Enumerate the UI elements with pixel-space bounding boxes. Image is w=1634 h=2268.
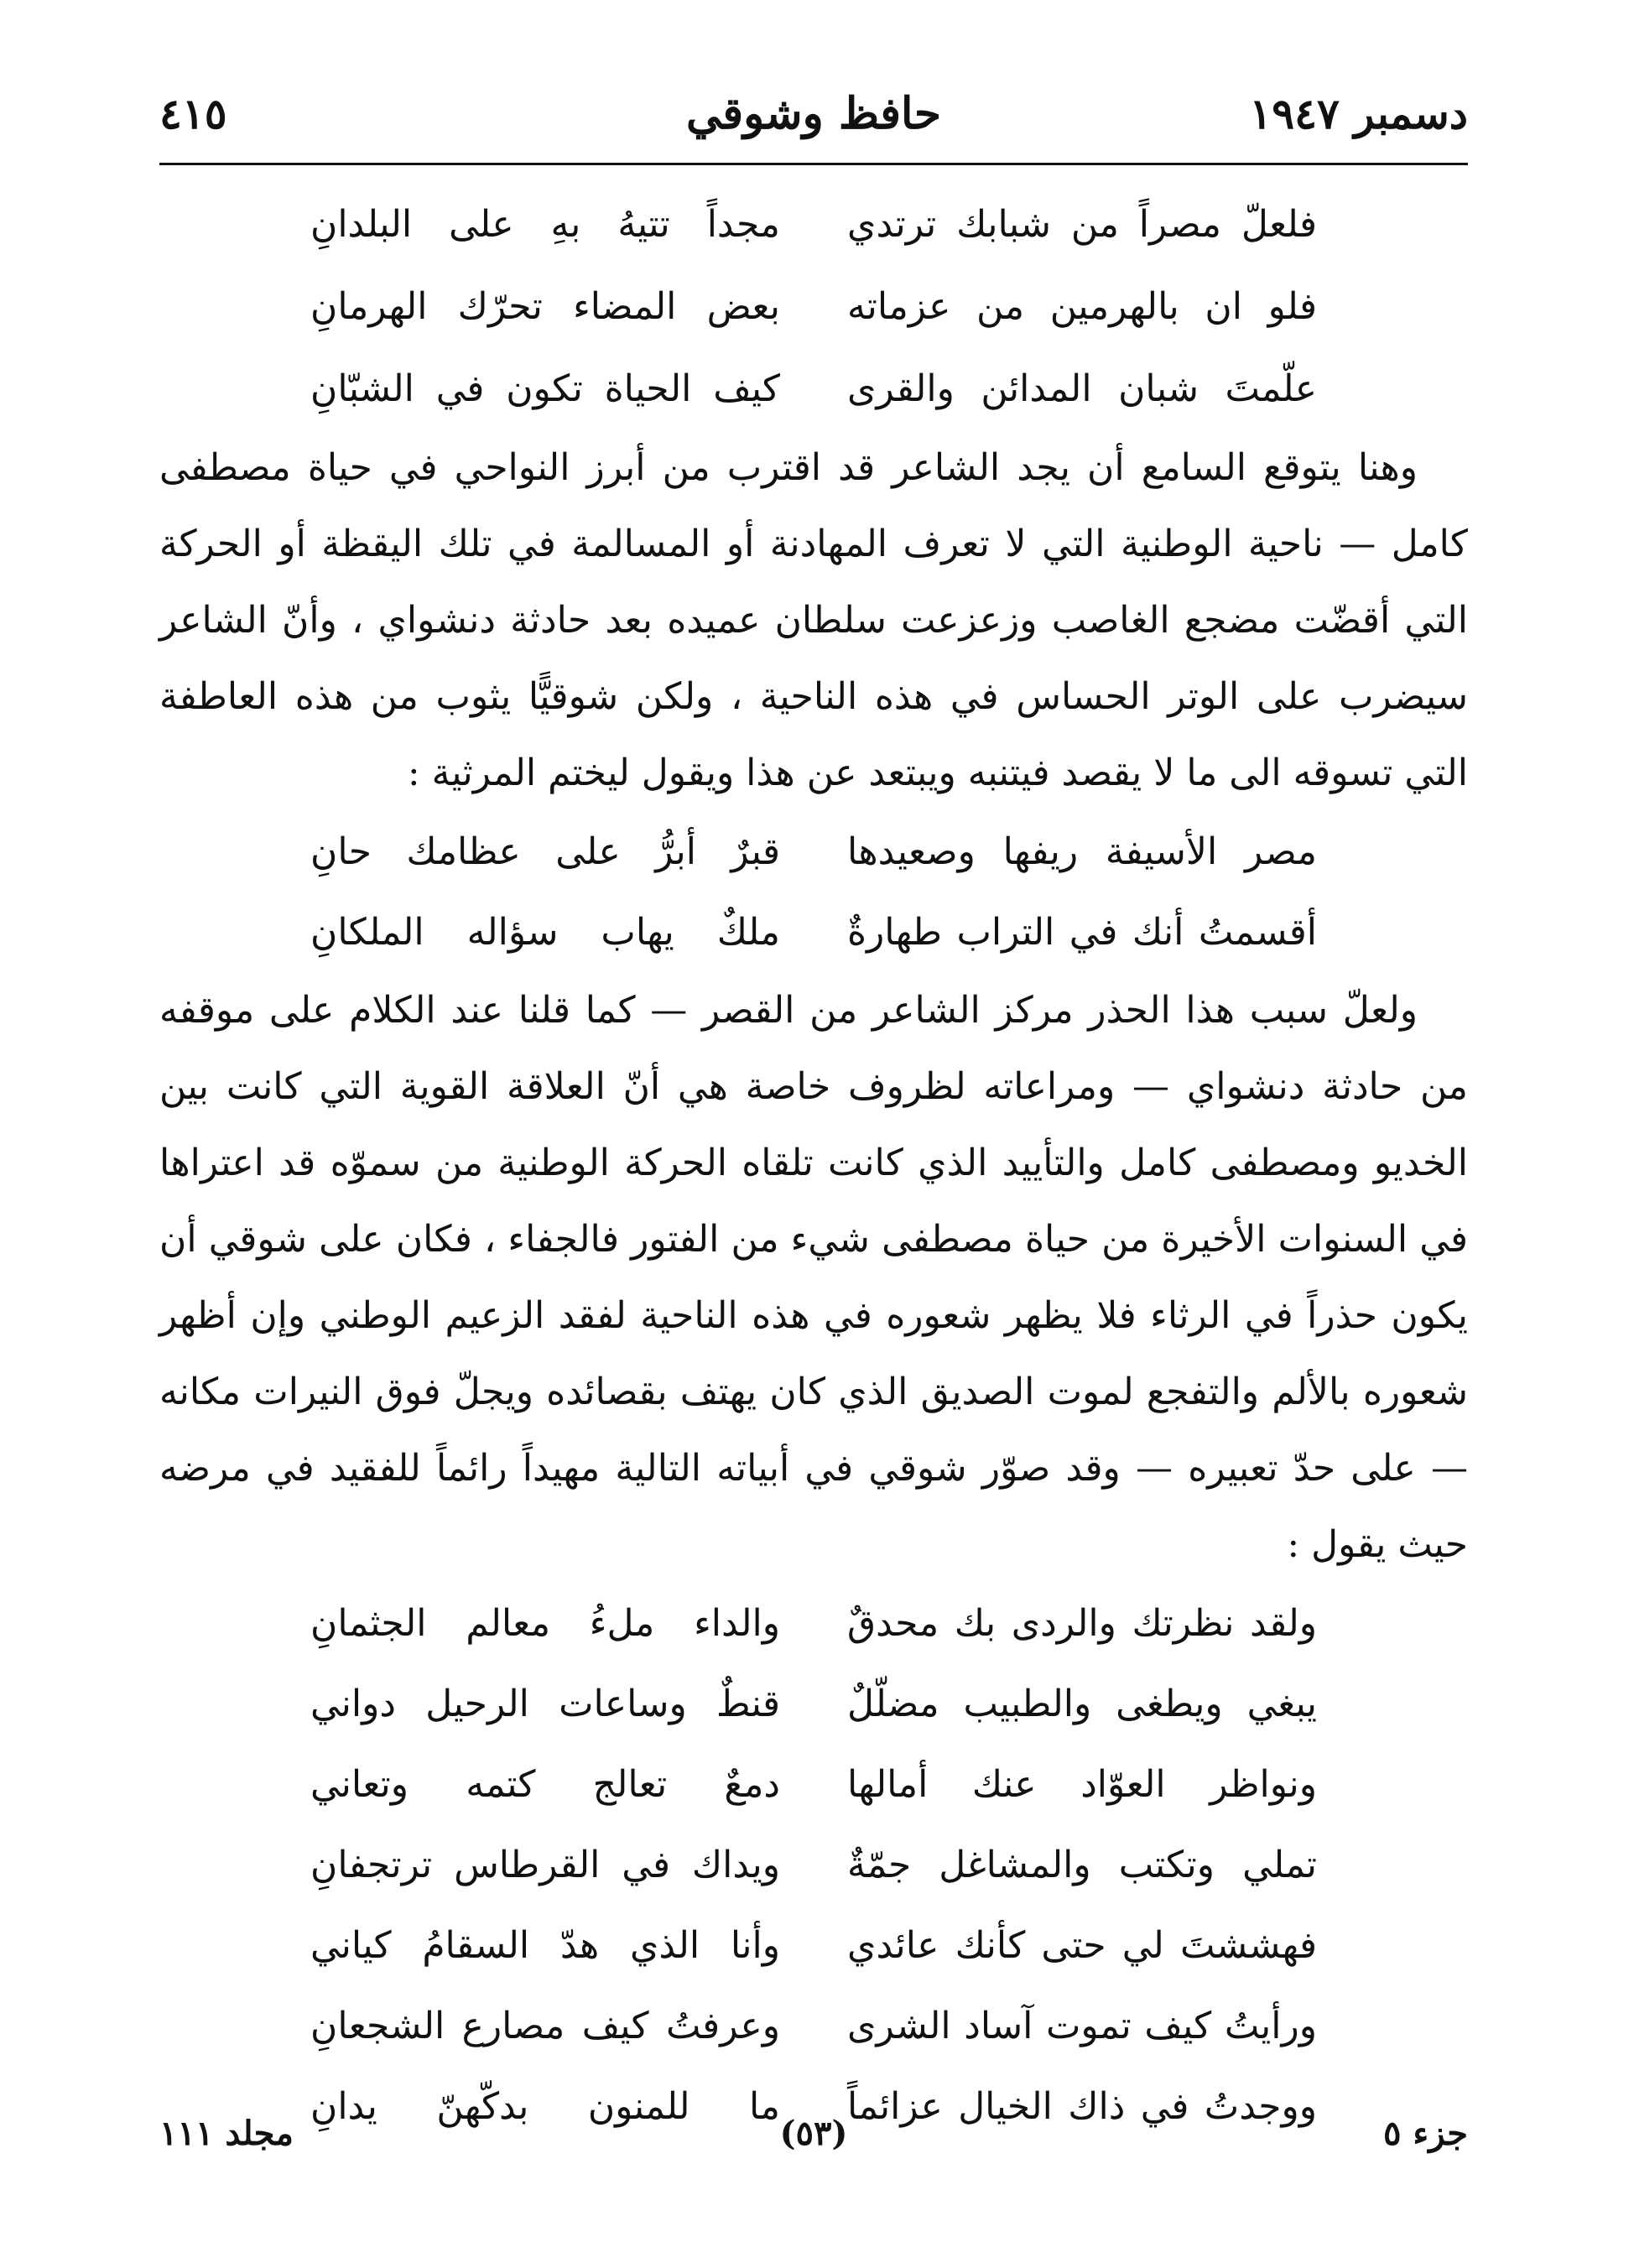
- verse-second-hemistich: قنطٌ وساعات الرحيل دواني: [310, 1682, 780, 1725]
- verse-first-hemistich: فلعلّ مصراً من شبابك ترتدي: [847, 202, 1317, 246]
- verse-line: [159, 811, 1468, 892]
- verse-line: [159, 183, 1468, 265]
- verse-first-hemistich: يبغي ويطغى والطبيب مضلّلٌ: [847, 1682, 1317, 1725]
- footer-part: جزء ٥: [1382, 2113, 1468, 2153]
- verse-first-hemistich: فهششتَ لي حتى كأنك عائدي: [847, 1923, 1317, 1967]
- verse-second-hemistich: دمعٌ تعالج كتمه وتعاني: [310, 1762, 780, 1806]
- footer-page-marker: (٥٣): [779, 2113, 848, 2153]
- verse-second-hemistich: ملكٌ يهاب سؤاله الملكانِ: [310, 910, 780, 954]
- page-footer: [159, 2104, 1468, 2162]
- verse-second-hemistich: قبرٌ أبرُّ على عظامك حانِ: [310, 830, 780, 873]
- verse-first-hemistich: تملي وتكتب والمشاغل جمّةٌ: [847, 1843, 1317, 1886]
- verse-second-hemistich: وأنا الذي هدّ السقامُ كياني: [310, 1923, 780, 1967]
- poem-block-bottom: [159, 1583, 1468, 2146]
- verse-first-hemistich: ولقد نظرتك والردى بك محدقٌ: [847, 1601, 1317, 1645]
- verse-line: [159, 1985, 1468, 2066]
- paragraph: ولعلّ سبب هذا الحذر مركز الشاعر من القصر — كما قلنا عند الكلام على موقفه من حادثة دنشواي — ومراعاته لظروف خاصة هي أنّ العلاقة القوية التي كانت بين الخديو ومصطفى كامل والتأييد الذي كانت تلقاه الحركة الوطنية من سموّه قد اعتراها في السنوات الأخيرة من حياة مصطفى شيء من الفتور فالجفاء ، فكان على شوقي أن يكون حذراً في الرثاء فلا يظهر شعوره في هذه الناحية لفقد الزعيم الوطني وإن أظهر شعوره بالألم والتفجع لموت الصديق الذي كان يهتف بقصائده ويجلّ فوق النيرات مكانه — على حدّ تعبيره — وقد صوّر شوقي في أبياته التالية مهيداً رائماً للفقيد في مرضه حيث يقول :: [159, 989, 1469, 1566]
- prose-block-2: [159, 972, 1468, 1583]
- verse-line: [159, 265, 1468, 347]
- verse-line: [159, 892, 1468, 972]
- verse-second-hemistich: مجداً تتيهُ بهِ على البلدانِ: [310, 202, 780, 246]
- header-page-number: ٤١٥: [159, 88, 227, 138]
- verse-first-hemistich: ووجدتُ في ذاك الخيال عزائماً: [847, 2084, 1317, 2128]
- verse-second-hemistich: والداء ملءُ معالم الجثمانِ: [310, 1601, 780, 1645]
- page-body: [159, 183, 1468, 2146]
- header-rule: [159, 163, 1468, 165]
- verse-second-hemistich: ما للمنون بدكّهنّ يدانِ: [310, 2084, 780, 2128]
- prose-block-1: [159, 429, 1468, 811]
- verse-line: [159, 1824, 1468, 1905]
- poem-block-top: [159, 183, 1468, 429]
- paragraph: وهنا يتوقع السامع أن يجد الشاعر قد اقترب من أبرز النواحي في حياة مصطفى كامل — ناحية الوطنية التي لا تعرف المهادنة أو المسالمة في تلك اليقظة أو الحركة التي أقضّت مضجع الغاصب وزعزعت سلطان عميده بعد حادثة دنشواي ، وأنّ الشاعر سيضرب على الوتر الحساس في هذه الناحية ، ولكن شوقيًّا يثوب من هذه العاطفة التي تسوقه الى ما لا يقصد فيتنبه ويبتعد عن هذا ويقول ليختم المرثية :: [159, 446, 1468, 794]
- footer-volume: مجلد ١١١: [159, 2113, 294, 2153]
- verse-line: [159, 1583, 1468, 1663]
- verse-second-hemistich: بعض المضاء تحرّك الهرمانِ: [310, 284, 780, 328]
- header-date: دسمبر ١٩٤٧: [1249, 88, 1468, 138]
- header-title: حافظ وشوقي: [685, 87, 942, 139]
- verse-line: [159, 347, 1468, 429]
- verse-first-hemistich: مصر الأسيفة ريفها وصعيدها: [847, 830, 1317, 873]
- poem-block-middle: [159, 811, 1468, 972]
- verse-second-hemistich: ويداك في القرطاس ترتجفانِ: [310, 1843, 780, 1886]
- verse-first-hemistich: علّمتَ شبان المدائن والقرى: [847, 367, 1317, 410]
- journal-page: [159, 75, 1468, 2189]
- verse-first-hemistich: أقسمتُ أنك في التراب طهارةٌ: [847, 910, 1317, 954]
- verse-first-hemistich: ونواظر العوّاد عنك أمالها: [847, 1762, 1317, 1806]
- verse-line: [159, 1744, 1468, 1824]
- verse-second-hemistich: كيف الحياة تكون في الشبّانِ: [310, 367, 780, 410]
- verse-first-hemistich: ورأيتُ كيف تموت آساد الشرى: [847, 2004, 1317, 2047]
- verse-second-hemistich: وعرفتُ كيف مصارع الشجعانِ: [310, 2004, 780, 2047]
- running-header: [159, 75, 1468, 151]
- verse-line: [159, 1905, 1468, 1985]
- verse-first-hemistich: فلو ان بالهرمين من عزماته: [847, 284, 1317, 328]
- verse-line: [159, 1663, 1468, 1744]
